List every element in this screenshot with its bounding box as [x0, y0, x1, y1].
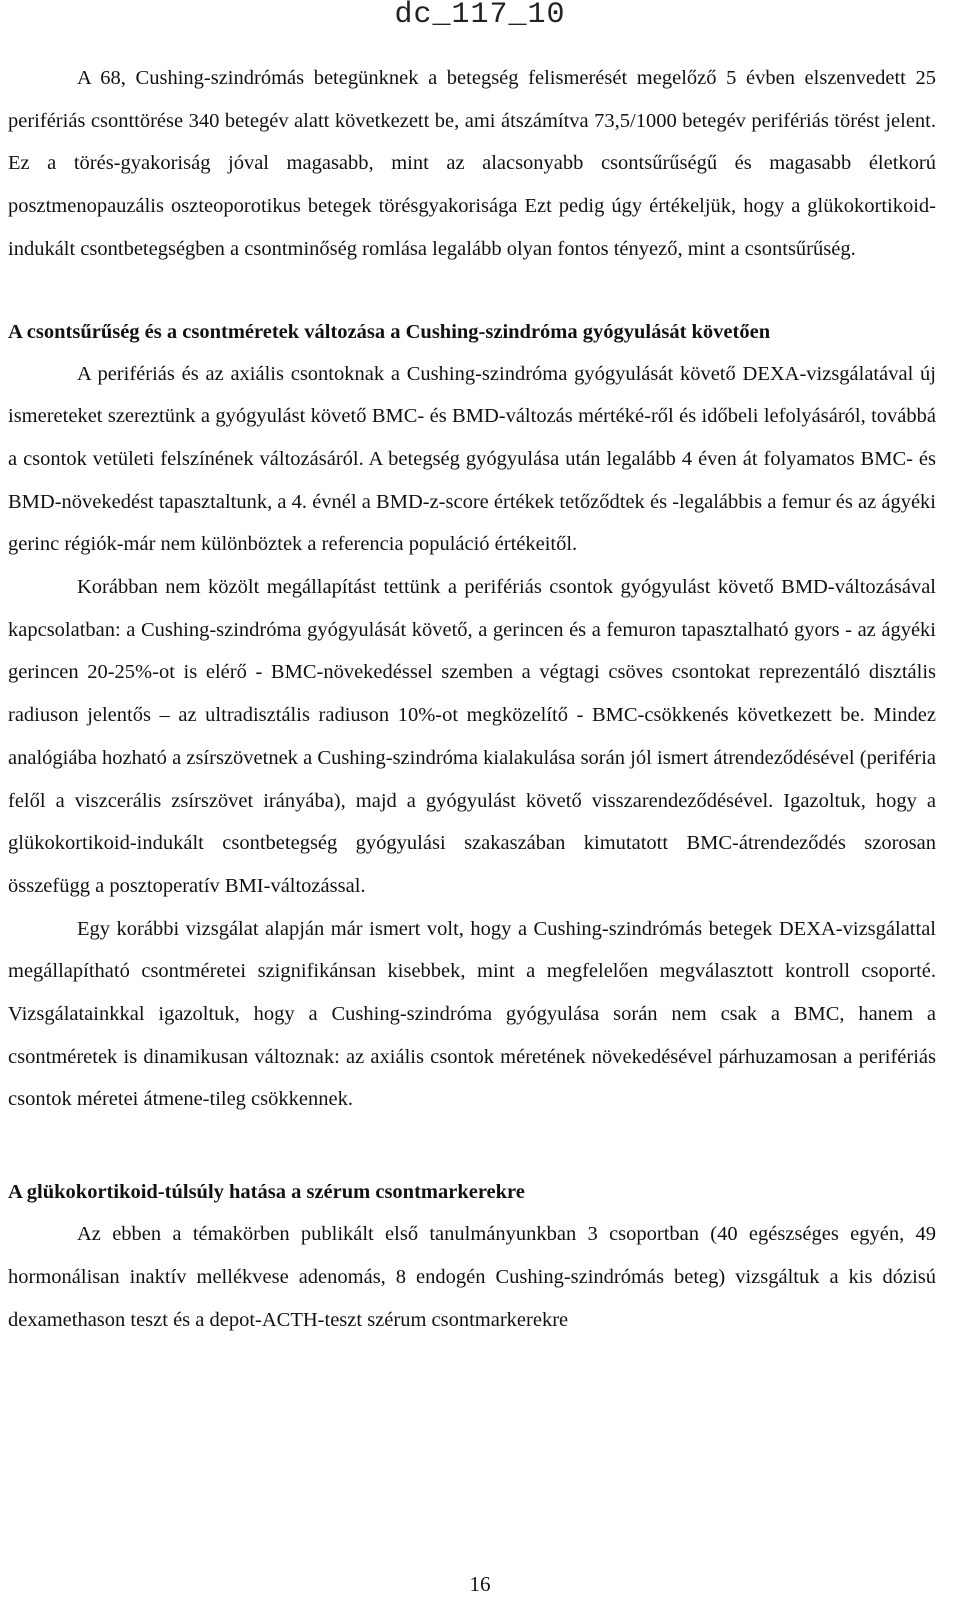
- paragraph-bone-size: Egy korábbi vizsgálat alapján már ismert volt, hogy a Cushing-szindrómás betegek DEXA-vizsgálattal megállapítható csontméretei szignifikánsan kisebbek, mint a megfelelően megválasztott kontroll csoporté. Vizsgálatainkkal igazoltuk, hogy a Cushing-szindróma gyógyulása során nem csak a BMC, hanem a csontméretek is dinamikusan változnak: az axiális csontok méretének növekedésével párhuzamosan a perifériás csontok méretei átmene-tileg csökkennek.: [8, 917, 936, 1111]
- paragraph-fracture-rate: A 68, Cushing-szindrómás betegünknek a betegség felismerését megelőző 5 évben elszenvedett 25 perifériás csonttörése 340 betegév alatt következett be, ami átszámítva 73,5/1000 betegév perifériás törést jelent. Ez a törés-gyakoriság jóval magasabb, mint az alacsonyabb csontsűrűségű és magasabb életkorú posztmenopauzális oszteoporotikus betegek törésgyakorisága Ezt pedig úgy értékeljük, hogy a glükokortikoid-indukált csontbetegségben a csontminőség romlása legalább olyan fontos tényező, mint a csontsűrűség.: [8, 67, 936, 260]
- document-id-header: dc_117_10: [394, 0, 566, 32]
- paragraph-dexa-findings: A perifériás és az axiális csontoknak a Cushing-szindróma gyógyulását követő DEXA-vizsgálatával új ismereteket szereztünk a gyógyulást követő BMC- és BMD-változás mértéké-ről és időbeli lefolyásáról, továbbá a csontok vetületi felszínének változásáról. A betegség gyógyulása után legalább 4 éven át folyamatos BMC- és BMD-növekedést tapasztaltunk, a 4. évnél a BMD-z-score értékek tetőződtek és -legalábbis a femur és az ágyéki gerinc régiók-már nem különböztek a referencia populáció értékeitől.: [8, 362, 936, 556]
- page-number: 16: [469, 1572, 491, 1596]
- section-heading-bone-markers: A glükokortikoid-túlsúly hatása a szérum csontmarkerekre: [8, 1181, 525, 1204]
- paragraph-first-study: Az ebben a témakörben publikált első tanulmányunkban 3 csoportban (40 egészséges egyén, 49 hormonálisan inaktív mellékvese adenomás, 8 endogén Cushing-szindrómás beteg) vizsgáltuk a kis dózisú dexamethason teszt és a depot-ACTH-teszt szérum csontmarkerekre: [8, 1223, 936, 1331]
- body-text: [8, 57, 936, 1341]
- paragraph-peripheral-bmd: Korábban nem közölt megállapítást tettünk a perifériás csontok gyógyulást követő BMD-változásával kapcsolatban: a Cushing-szindróma gyógyulását követő, a gerincen és a femuron tapasztalható gyors - az ágyéki gerincen 20-25%-ot is elérő - BMC-növekedéssel szemben a végtagi csöves csontokat reprezentáló disztális radiuson jelentős – az ultradisztális radiuson 10%-ot megközelítő - BMC-csökkenés következett be. Mindez analógiába hozható a zsírszövetnek a Cushing-szindróma kialakulása során jól ismert átrendeződésével (periféria felől a viszcerális zsírszövet irányába), majd a gyógyulást követő visszarendeződésével. Igazoltuk, hogy a glükokortikoid-indukált csontbetegség gyógyulási szakaszában kimutatott BMC-átrendeződés szorosan összefügg a posztoperatív BMI-változással.: [8, 576, 936, 897]
- section-heading-bone-density: A csontsűrűség és a csontméretek változása a Cushing-szindróma gyógyulását követően: [8, 320, 771, 343]
